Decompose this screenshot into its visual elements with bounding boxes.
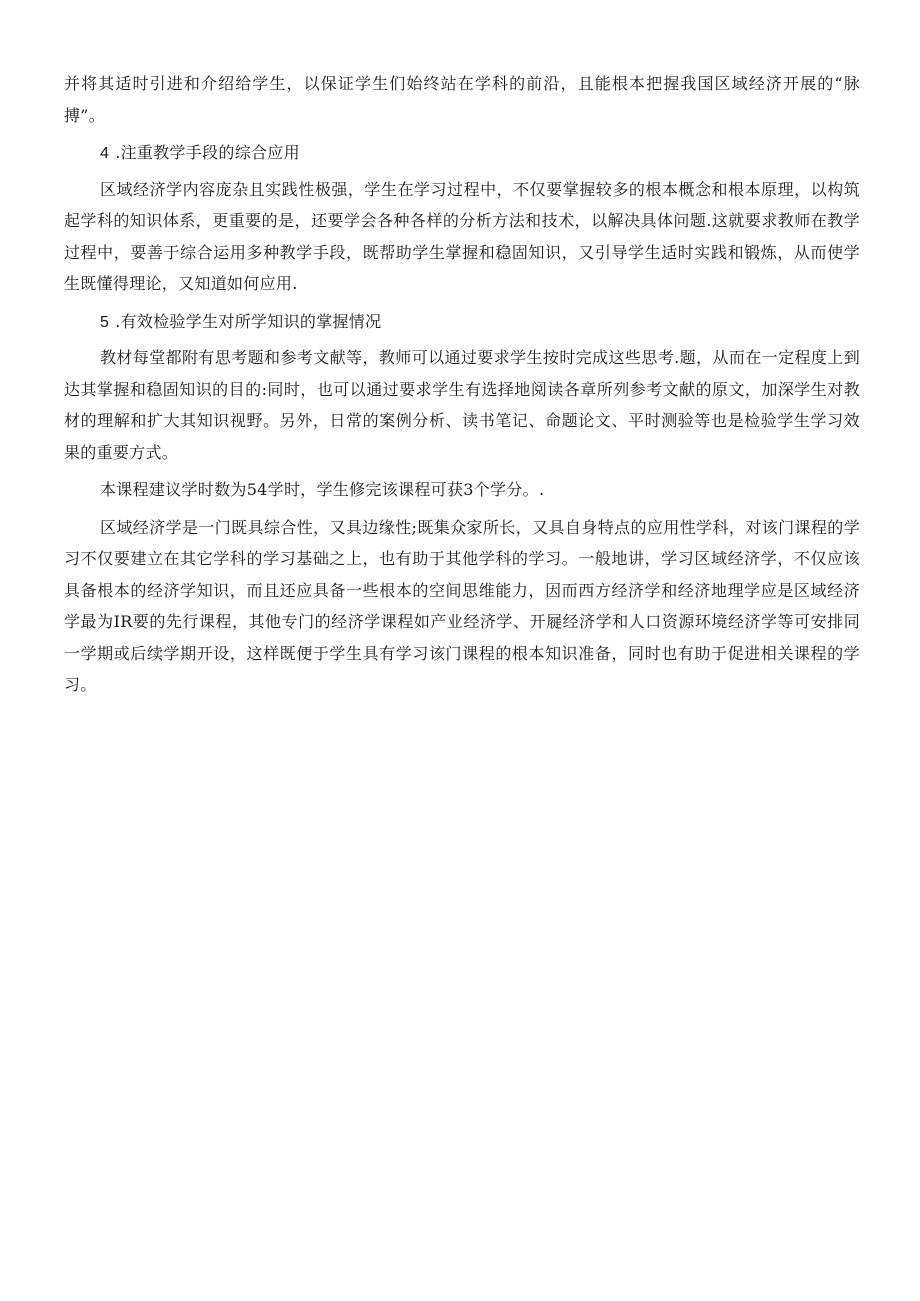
paragraph-credit-hours: 本课程建议学时数为54学时，学生修完该课程可获3个学分。. [100, 480, 545, 499]
section-number: 5 [100, 313, 110, 331]
section-title: .注重教学手段的综合应用 [115, 143, 300, 162]
section-heading-4 [64, 137, 860, 170]
document-body [64, 68, 860, 707]
paragraph-teaching-methods: 区域经济学内容庞杂且实践性极强，学生在学习过程中，不仅要掌握较多的根本概念和根本原理，以构筑起学科的知识体系，更重要的是，还要学会各种各样的分析方法和技术，以解决具体问题.这就要求教师在教学过程中，要善于综合运用多种教学手段，既帮助学生掌握和稳固知识，又引导学生适时实践和锻炼，从而使学生既懂得理论，又知道如何应用. [64, 179, 860, 293]
paragraph-continuation: 并将其适时引进和介绍给学生，以保证学生们始终站在学科的前沿，且能根本把握我国区域经济开展的“脉搏”。 [64, 74, 860, 125]
section-heading-5 [64, 306, 860, 339]
section-title: .有效检验学生对所学知识的掌握情况 [115, 311, 382, 331]
paragraph-prerequisites: 区域经济学是一门既具综合性，又具边缘性;既集众家所长，又具自身特点的应用性学科，对该门课程的学习不仅要建立在其它学科的学习基础之上，也有助于其他学科的学习。一般地讲，学习区域经济学，不仅应该具备根本的经济学知识，而且还应具备一些根本的空间思维能力，因而西方经济学和经济地理学应是区域经济学最为IR要的先行课程，其他专门的经济学课程如产业经济学、开屣经济学和人口资源环境经济学等可安排同一学期或后续学期开设，这样既便于学生具有学习该门课程的根本知识准备，同时也有助于促进相关课程的学习。 [64, 517, 860, 694]
paragraph-assessment: 教材每堂都附有思考题和参考文献等，教师可以通过要求学生按时完成这些思考.题，从而在一定程度上到达其掌握和稳固知识的目的:同时，也可以通过要求学生有选择地阅读各章所列参考文献的原文，加深学生对教材的理解和扩大其知识视野。另外，日常的案例分析、读书笔记、命题论文、平时测验等也是检验学生学习效果的重要方式。 [64, 348, 860, 462]
section-number: 4 [100, 145, 110, 162]
